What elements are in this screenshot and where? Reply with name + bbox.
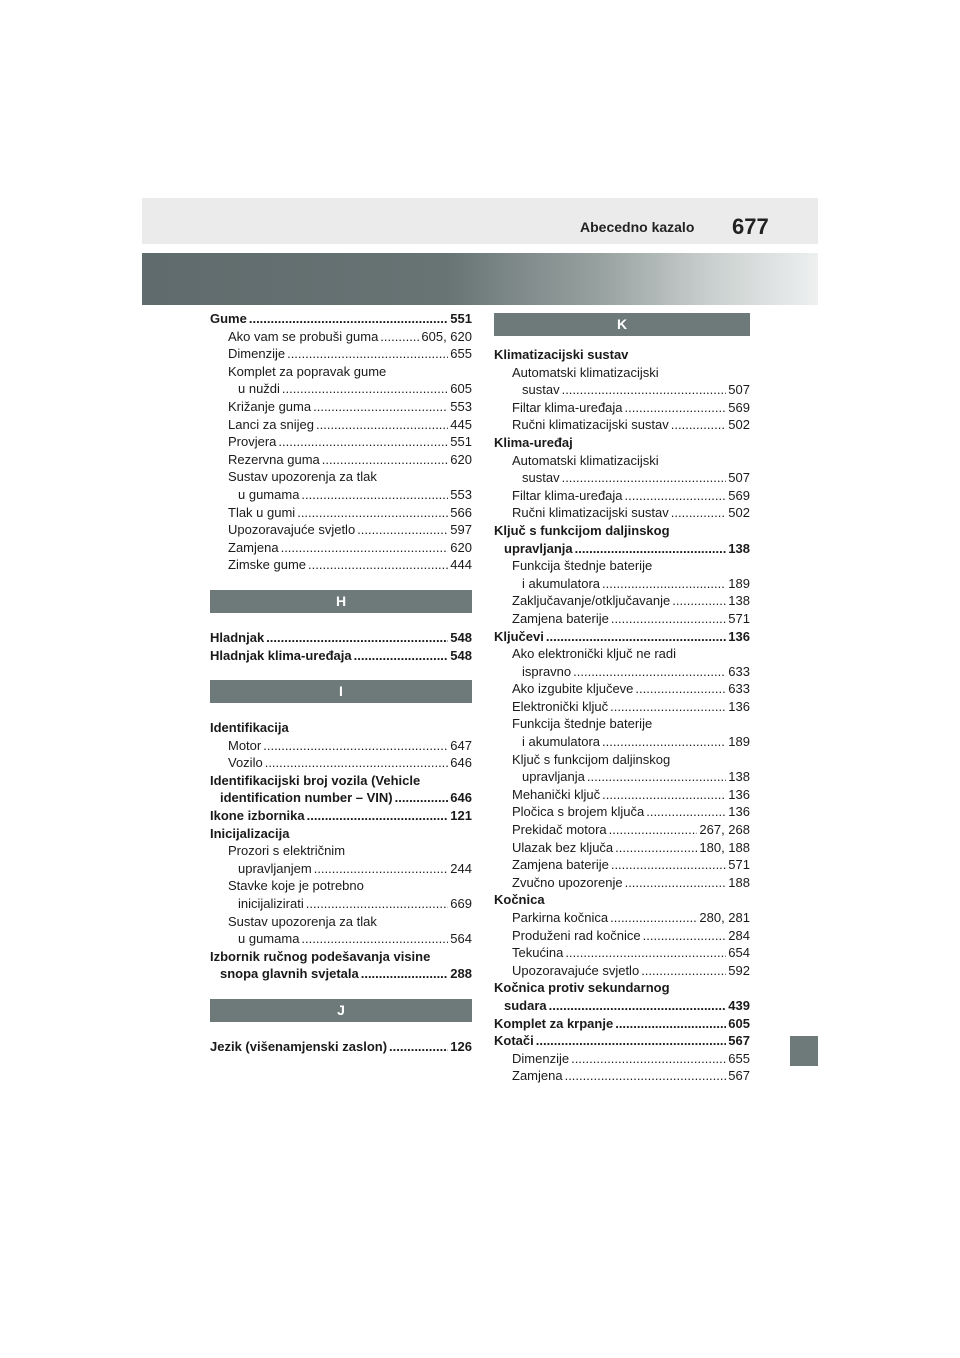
index-entry-page: 136 [728,786,750,802]
index-entry-page: 138 [728,593,750,609]
index-entry-page: 507 [728,382,750,398]
dot-leader [587,768,726,786]
index-entry-label: Funkcija štednje baterije [512,716,653,732]
index-entry-page: 502 [728,417,750,433]
dot-leader [249,310,448,328]
index-entry-page: 669 [450,896,472,912]
index-entry-label: i akumulatora [522,734,601,750]
dot-leader [314,860,449,878]
index-entry [494,592,750,610]
index-entry [210,895,472,913]
index-entry [494,504,750,522]
index-entry-label: Mehanički ključ [512,786,601,802]
index-group-j [210,1038,472,1056]
index-entry-page: 655 [728,1050,750,1066]
index-entry-page: 189 [728,734,750,750]
index-entry-label: Dimenzije [228,346,286,362]
dot-leader [307,807,449,825]
index-entry-label: Parkirna kočnica [512,910,609,925]
index-entry-label: sustav [522,470,560,486]
index-entry-page: 646 [450,755,472,771]
dot-leader [282,380,448,398]
index-entry [210,913,472,931]
index-entry [494,803,750,821]
index-entry-label: Ikone izbornika [210,808,305,824]
index-entry-label: Produženi rad kočnice [512,927,641,943]
index-entry [494,979,750,997]
index-entry-label: Klima-uređaj [494,434,573,450]
section-heading-k: K [494,313,750,336]
index-entry-page: 126 [450,1039,472,1054]
index-entry [494,628,750,646]
index-entry-label: Komplet za krpanje [494,1015,614,1031]
index-entry-page: 445 [450,416,472,432]
index-entry-label: Klimatizacijski sustav [494,347,629,362]
dot-leader [565,1067,727,1085]
index-entry-page: 136 [728,628,750,644]
dot-leader [615,1015,726,1033]
index-entry [494,540,750,558]
index-entry [210,521,472,539]
index-entry-label: Zamjena [512,1068,563,1084]
index-entry [210,539,472,557]
index-entry-page: 138 [728,769,750,785]
index-entry-label: Prozori s električnim [228,843,346,859]
index-entry-label: Automatski klimatizacijski [512,364,659,380]
index-entry-label: Elektronički ključ [512,698,609,714]
dot-leader [357,521,448,539]
index-entry [210,807,472,825]
index-entry-label: Tlak u gumi [228,504,296,520]
dot-leader [313,398,448,416]
index-entry-label: Motor [228,737,262,753]
index-entry-label: Sustav upozorenja za tlak [228,469,377,485]
index-entry [494,1067,750,1085]
index-entry-page: 567 [728,1033,750,1049]
dot-leader [361,965,449,983]
dot-leader [301,486,448,504]
index-entry-label: Ako elektronički ključ ne radi [512,646,677,662]
index-entry-page: 121 [450,808,472,824]
dot-leader [297,504,448,522]
dot-leader [571,1050,726,1068]
dot-leader [549,997,727,1015]
index-entry-page: 136 [728,804,750,820]
index-entry-page: 646 [450,790,472,806]
section-heading-h: H [210,590,472,613]
index-entry [494,487,750,505]
index-entry-label: Pločica s brojem ključa [512,804,645,820]
index-entry [494,1050,750,1068]
dot-leader [562,381,727,399]
index-entry-label: Filtar klima-uređaja [512,399,623,415]
index-entry-label: upravljanja [504,540,573,556]
index-entry [494,962,750,980]
section-heading-j: J [210,999,472,1022]
index-entry [210,416,472,434]
dot-leader [609,821,698,839]
index-entry [210,433,472,451]
index-entry [494,698,750,716]
dot-leader [672,592,726,610]
index-entry [210,1038,472,1056]
dot-leader [263,737,448,755]
index-entry-page: 654 [728,945,750,961]
index-entry [210,737,472,755]
index-entry-label: Kočnica [494,892,545,908]
index-entry-label: Tekućina [512,945,564,961]
dot-leader [266,629,448,647]
index-entry [210,451,472,469]
index-entry [494,680,750,698]
index-entry-page: 444 [450,557,472,573]
index-column-left [210,310,472,1056]
index-entry-label: Ručni klimatizacijski sustav [512,505,669,521]
index-entry [494,856,750,874]
header-banner [142,253,818,305]
index-entry-page: 566 [450,504,472,520]
index-entry-page: 548 [450,629,472,645]
index-entry [210,754,472,772]
dot-leader [671,416,727,434]
index-entry-label: Upozoravajuće svjetlo [512,962,640,978]
dot-leader [278,433,448,451]
dot-leader [306,895,449,913]
index-entry-label: Hladnjak [210,629,265,645]
index-entry [210,363,472,381]
index-entry-page: 507 [728,470,750,486]
index-entry [494,434,750,452]
index-entry [210,842,472,860]
dot-leader [625,487,727,505]
dot-leader [602,733,726,751]
index-entry-label: Zamjena [228,539,279,555]
index-entry-label: Zimske gume [228,557,307,573]
index-entry [210,328,472,346]
dot-leader [565,944,726,962]
index-entry-label: Zaključavanje/otključavanje [512,593,671,609]
dot-leader [546,628,726,646]
index-entry [494,786,750,804]
index-entry-label: Ključ s funkcijom daljinskog [512,751,671,767]
index-entry-page: 605, 620 [421,328,472,344]
index-group-i [210,719,472,983]
page-number: 677 [732,214,769,239]
index-entry-page: 180, 188 [699,839,750,855]
index-entry-label: upravljanja [522,769,585,785]
index-entry-page: 138 [728,540,750,556]
index-entry [210,486,472,504]
index-entry-page: 267, 268 [699,822,750,838]
index-entry-label: Provjera [228,434,277,450]
index-entry [494,768,750,786]
index-column-right [494,313,750,1085]
chapter-tab [790,1036,818,1066]
dot-leader [671,504,727,522]
index-entry [494,1015,750,1033]
index-entry [494,663,750,681]
index-entry [210,398,472,416]
dot-leader [281,539,449,557]
index-entry-label: Funkcija štednje baterije [512,558,653,574]
index-entry-page: 592 [728,962,750,978]
index-entry [210,772,472,790]
index-entry-page: 280, 281 [699,910,750,925]
index-entry-label: upravljanjem [238,860,312,876]
index-entry [210,556,472,574]
index-entry-label: Prekidač motora [512,822,607,838]
index-entry-page: 502 [728,505,750,521]
index-entry-label: Rezervna guma [228,451,320,467]
dot-leader [389,1038,448,1056]
index-entry [494,1032,750,1050]
index-entry-label: Ako izgubite ključeve [512,681,634,697]
index-entry-page: 605 [728,1015,750,1031]
index-entry-label: identification number – VIN) [220,790,393,806]
dot-leader [354,647,449,665]
index-entry-label: sustav [522,382,560,398]
index-group-g [210,310,472,574]
index-entry [210,877,472,895]
index-entry-label: Gume [210,311,247,326]
index-entry [494,522,750,540]
index-entry-page: 439 [728,997,750,1013]
dot-leader [635,680,726,698]
dot-leader [316,416,448,434]
index-entry-page: 655 [450,346,472,362]
index-entry-page: 569 [728,399,750,415]
index-entry-page: 569 [728,487,750,503]
index-entry-label: u gumama [238,486,300,502]
index-entry [210,825,472,843]
dot-leader [602,786,726,804]
index-entry-label: Izbornik ručnog podešavanja visine [210,948,431,964]
dot-leader [301,930,448,948]
index-entry-label: Hladnjak klima-uređaja [210,647,352,663]
index-entry [494,452,750,470]
section-title: Abecedno kazalo [580,219,695,235]
index-entry-label: Sustav upozorenja za tlak [228,913,377,929]
index-entry-label: Ako vam se probuši guma [228,328,379,344]
index-entry-page: 551 [450,311,472,326]
index-entry-label: u gumama [238,931,300,947]
dot-leader [643,927,727,945]
index-entry [494,364,750,382]
index-entry-page: 567 [728,1068,750,1084]
dot-leader [611,856,726,874]
index-group-h [210,629,472,664]
index-entry-page: 553 [450,398,472,414]
index-entry-page: 571 [728,857,750,873]
index-entry [494,381,750,399]
index-entry [494,399,750,417]
index-entry-label: Inicijalizacija [210,825,290,841]
index-entry-label: Ulazak bez ključa [512,839,614,855]
index-entry [494,416,750,434]
section-heading-i: I [210,680,472,703]
index-entry-label: Zamjena baterije [512,857,609,873]
index-entry-page: 620 [450,451,472,467]
dot-leader [308,556,448,574]
index-entry-label: i akumulatora [522,575,601,591]
index-entry-page: 284 [728,927,750,943]
index-entry [210,860,472,878]
index-entry-page: 136 [728,698,750,714]
index-entry-label: Komplet za popravak gume [228,363,387,379]
dot-leader [287,345,448,363]
index-entry-page: 633 [728,663,750,679]
index-entry-label: Ključ s funkcijom daljinskog [494,522,670,538]
index-entry-label: Filtar klima-uređaja [512,487,623,503]
index-entry-page: 189 [728,575,750,591]
dot-leader [646,803,726,821]
index-entry-label: Jezik (višenamjenski zaslon) [210,1039,388,1054]
index-entry-page: 605 [450,381,472,397]
index-entry [494,821,750,839]
index-entry-page: 633 [728,681,750,697]
index-entry [494,733,750,751]
index-entry-label: Kotači [494,1033,534,1049]
dot-leader [615,839,697,857]
index-entry [494,874,750,892]
index-entry-label: Lanci za snijeg [228,416,314,432]
index-entry-label: Vozilo [228,755,263,771]
dot-leader [610,909,697,927]
index-entry-page: 597 [450,522,472,538]
index-entry-label: Kočnica protiv sekundarnog [494,980,670,996]
index-entry [210,345,472,363]
index-entry [494,575,750,593]
dot-leader [625,399,727,417]
index-entry [210,504,472,522]
index-entry-label: Identifikacijski broj vozila (Vehicle [210,772,421,788]
index-entry [494,346,750,364]
index-entry [494,839,750,857]
index-entry [494,715,750,733]
index-entry-page: 564 [450,931,472,947]
header-bar [142,198,818,244]
index-entry-label: Dimenzije [512,1050,570,1066]
dot-leader [562,469,727,487]
index-entry-label: Zamjena baterije [512,610,609,626]
index-entry [494,909,750,927]
index-entry-label: Zvučno upozorenje [512,874,623,890]
index-entry-page: 244 [450,860,472,876]
index-entry [210,719,472,737]
index-entry-page: 647 [450,737,472,753]
dot-leader [575,540,727,558]
index-entry-label: ispravno [522,663,572,679]
index-entry-label: Ručni klimatizacijski sustav [512,417,669,433]
index-entry [210,930,472,948]
index-entry-page: 188 [728,874,750,890]
index-entry-page: 551 [450,434,472,450]
dot-leader [322,451,449,469]
index-entry-label: Stavke koje je potrebno [228,878,364,894]
index-entry [494,944,750,962]
index-entry [494,610,750,628]
dot-leader [625,874,727,892]
index-entry [210,380,472,398]
index-entry-label: Križanje guma [228,398,312,414]
index-entry [210,948,472,966]
index-entry-page: 548 [450,647,472,663]
index-entry-label: snopa glavnih svjetala [220,966,359,982]
index-entry [494,557,750,575]
index-entry-page: 288 [450,966,472,982]
index-entry-label: sudara [504,997,547,1013]
index-entry-label: Automatski klimatizacijski [512,452,659,468]
index-entry [494,891,750,909]
dot-leader [573,663,726,681]
index-entry [494,997,750,1015]
index-entry-page: 571 [728,610,750,626]
index-entry-label: inicijalizirati [238,896,304,912]
index-entry [494,927,750,945]
dot-leader [641,962,726,980]
index-group-k [494,346,750,1085]
index-entry-label: Identifikacija [210,720,289,736]
dot-leader [380,328,419,346]
index-entry-label: Upozoravajuće svjetlo [228,522,356,538]
index-entry-label: u nuždi [238,381,280,397]
index-entry [210,310,472,328]
index-entry [494,645,750,663]
index-entry [210,965,472,983]
index-entry-label: Ključevi [494,628,544,644]
dot-leader [610,698,726,716]
index-entry [494,469,750,487]
index-entry [210,789,472,807]
dot-leader [395,789,449,807]
index-entry [210,468,472,486]
index-entry [210,629,472,647]
dot-leader [602,575,726,593]
index-entry [210,647,472,665]
index-entry-page: 620 [450,539,472,555]
index-entry [494,751,750,769]
dot-leader [265,754,449,772]
dot-leader [536,1032,727,1050]
index-entry-page: 553 [450,486,472,502]
dot-leader [611,610,726,628]
